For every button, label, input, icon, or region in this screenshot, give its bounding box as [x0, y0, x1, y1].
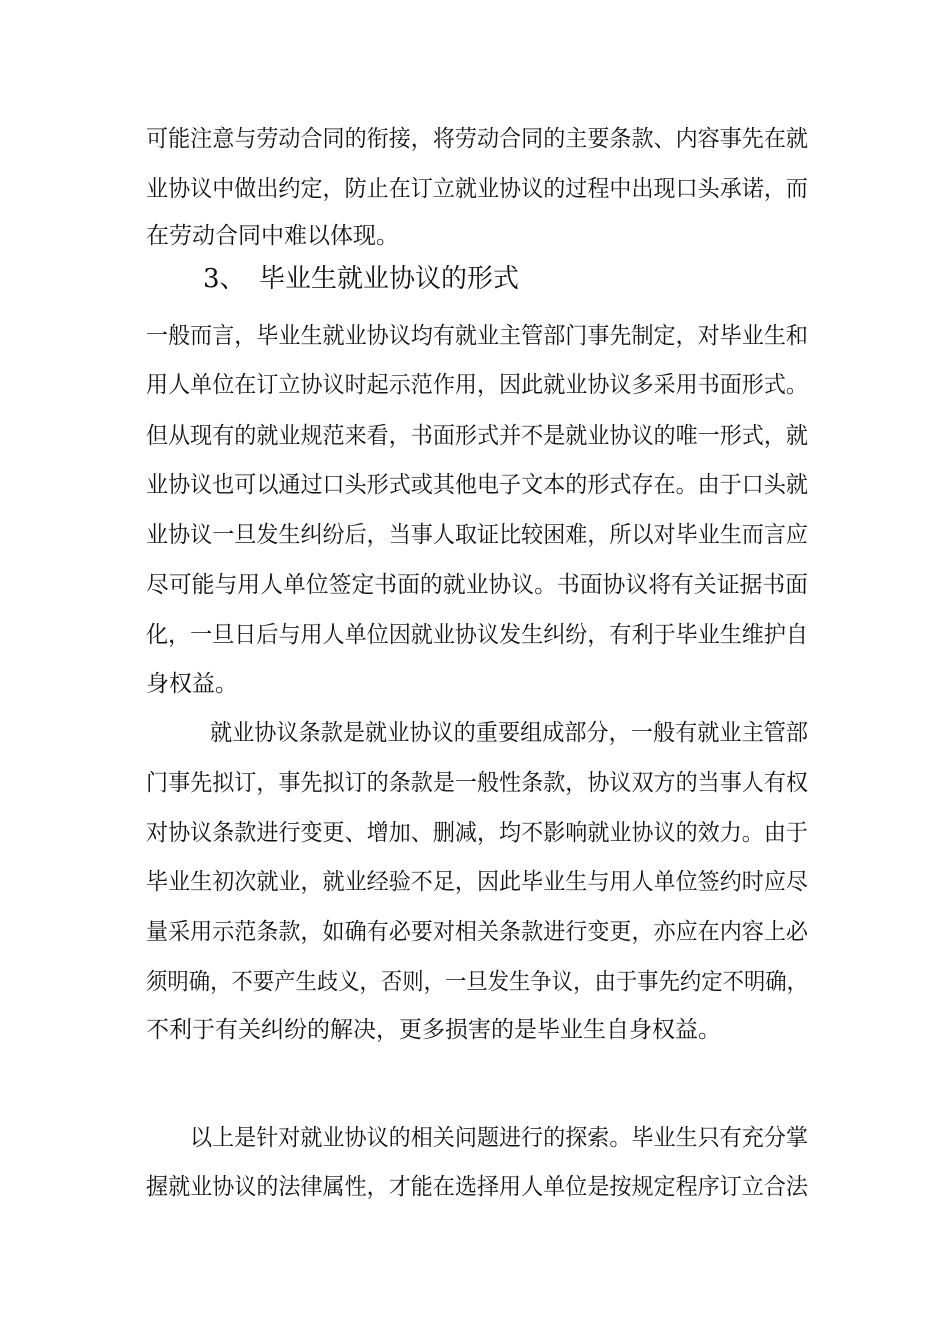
paragraph-4-line-2: 握就业协议的法律属性，才能在选择用人单位是按规定程序订立合法 — [146, 1174, 808, 1200]
section-heading-title: 毕业生就业协议的形式 — [259, 264, 520, 294]
section-heading-number: 3、 — [203, 264, 246, 294]
paragraph-2-line-7: 化，一旦日后与用人单位因就业协议发生纠纷，有利于毕业生维护自 — [146, 622, 808, 648]
paragraph-2-line-3: 但从现有的就业规范来看，书面形式并不是就业协议的唯一形式，就 — [146, 423, 808, 449]
paragraph-3-line-3: 对协议条款进行变更、增加、删减，均不影响就业协议的效力。由于 — [146, 820, 808, 846]
paragraph-2-line-4: 业协议也可以通过口头形式或其他电子文本的形式存在。由于口头就 — [146, 472, 808, 498]
paragraph-2-line-8: 身权益。 — [146, 671, 238, 697]
paragraph-4-line-1: 以上是针对就业协议的相关问题进行的探索。毕业生只有充分掌 — [190, 1125, 808, 1151]
paragraph-1-line-1: 可能注意与劳动合同的衔接，将劳动合同的主要条款、内容事先在就 — [146, 126, 808, 152]
paragraph-2-line-2: 用人单位在订立协议时起示范作用，因此就业协议多采用书面形式。 — [146, 372, 808, 398]
paragraph-3-line-6: 须明确，不要产生歧义，否则，一旦发生争议，由于事先约定不明确， — [146, 969, 809, 995]
paragraph-3-line-5: 量采用示范条款，如确有必要对相关条款进行变更，亦应在内容上必 — [146, 919, 808, 945]
paragraph-1-line-3: 在劳动合同中难以体现。 — [146, 223, 399, 249]
paragraph-1-line-2: 业协议中做出约定，防止在订立就业协议的过程中出现口头承诺，而 — [146, 176, 808, 202]
paragraph-2-line-1: 一般而言，毕业生就业协议均有就业主管部门事先制定，对毕业生和 — [146, 323, 808, 349]
paragraph-2-line-5: 业协议一旦发生纠纷后，当事人取证比较困难，所以对毕业生而言应 — [146, 522, 808, 548]
paragraph-2-line-6: 尽可能与用人单位签定书面的就业协议。书面协议将有关证据书面 — [146, 572, 808, 598]
paragraph-3-line-1: 就业协议条款是就业协议的重要组成部分，一般有就业主管部 — [210, 720, 809, 746]
paragraph-3-line-4: 毕业生初次就业，就业经验不足，因此毕业生与用人单位签约时应尽 — [146, 869, 808, 895]
paragraph-3-line-2: 门事先拟订，事先拟订的条款是一般性条款，协议双方的当事人有权 — [146, 770, 808, 796]
paragraph-3-line-7: 不利于有关纠纷的解决，更多损害的是毕业生自身权益。 — [146, 1017, 721, 1043]
